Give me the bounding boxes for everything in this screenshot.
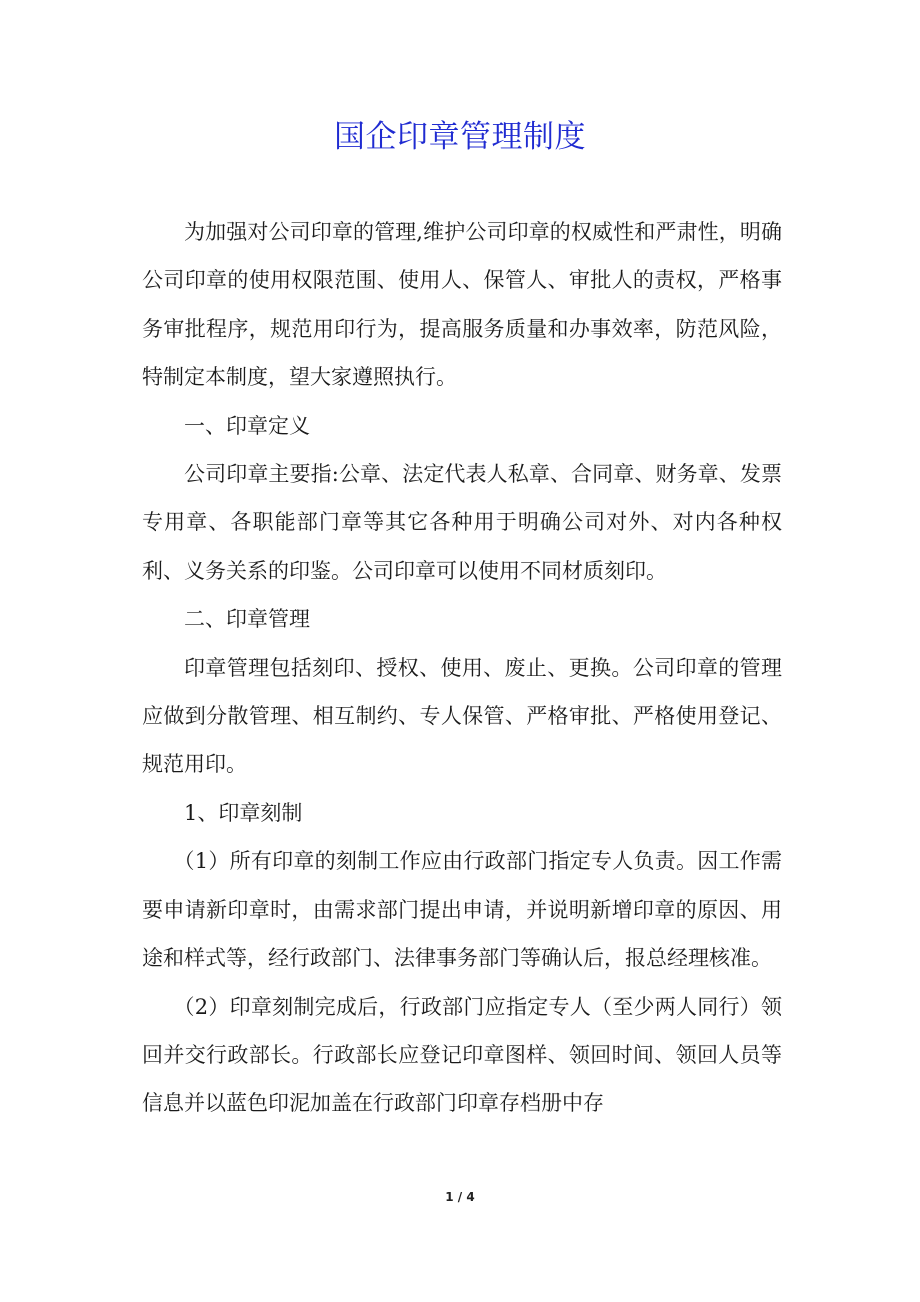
paragraph-intro: 为加强对公司印章的管理,维护公司印章的权威性和严肃性，明确公司印章的使用权限范围、使用人、保管人、审批人的责权，严格事务审批程序，规范用印行为，提高服务质量和办事效率，防范风险，特制定本制度，望大家遵照执行。 bbox=[142, 220, 782, 390]
document-body bbox=[142, 208, 782, 1128]
section-heading-definition: 一、印章定义 bbox=[184, 413, 310, 438]
page-number: 1 / 4 bbox=[445, 1190, 475, 1204]
subsection-heading-engraving: 1、印章刻制 bbox=[184, 800, 303, 825]
section-heading-management: 二、印章管理 bbox=[184, 607, 310, 632]
paragraph-engraving-item-1: （1）所有印章的刻制工作应由行政部门指定专人负责。因工作需要申请新印章时，由需求部门提出申请，并说明新增印章的原因、用途和样式等，经行政部门、法律事务部门等确认后，报总经理核准。 bbox=[142, 849, 782, 971]
paragraph-management: 印章管理包括刻印、授权、使用、废止、更换。公司印章的管理应做到分散管理、相互制约、专人保管、严格审批、严格使用登记、规范用印。 bbox=[142, 655, 782, 777]
paragraph-engraving-item-2: （2）印章刻制完成后，行政部门应指定专人（至少两人同行）领回并交行政部长。行政部长应登记印章图样、领回时间、领回人员等信息并以蓝色印泥加盖在行政部门印章存档册中存 bbox=[142, 994, 782, 1116]
document-title: 国企印章管理制度 bbox=[334, 119, 586, 155]
paragraph-definition: 公司印章主要指:公章、法定代表人私章、合同章、财务章、发票专用章、各职能部门章等其它各种用于明确公司对外、对内各种权利、义务关系的印鉴。公司印章可以使用不同材质刻印。 bbox=[142, 462, 782, 583]
